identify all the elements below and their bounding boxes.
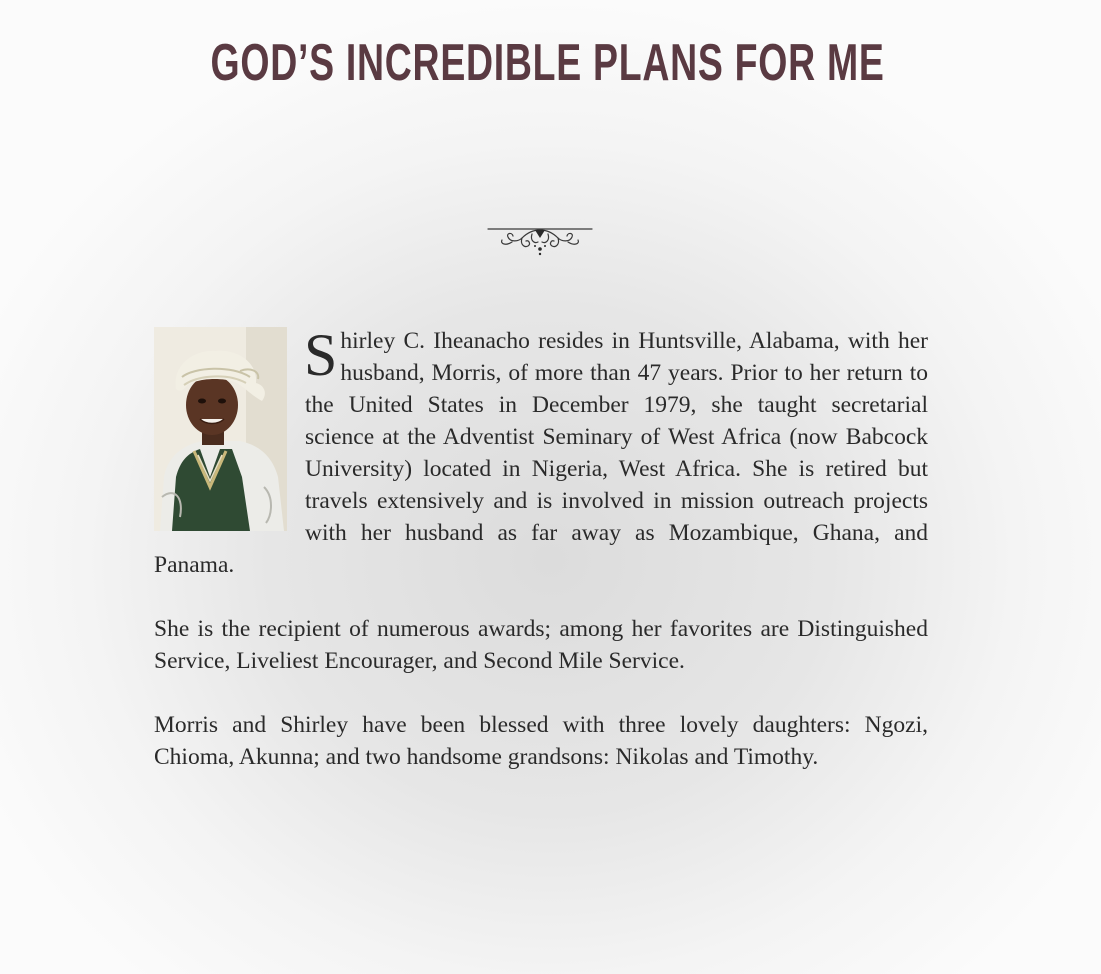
author-portrait	[154, 327, 287, 531]
bio-paragraph-2: She is the recipient of numerous awards; among her favorites are Distinguished Service, Liveliest Encourager, and Second Mile Service.	[154, 616, 928, 674]
flourish-divider-icon	[486, 222, 594, 260]
author-bio	[154, 322, 928, 773]
bio-paragraph-3: Morris and Shirley have been blessed with three lovely daughters: Ngozi, Chioma, Akunna; and two handsome grandsons: Nikolas and Timothy.	[154, 712, 928, 770]
drop-cap: S	[304, 322, 338, 388]
bio-paragraph-1-text: hirley C. Iheanacho resides in Huntsville, Alabama, with her husband, Morris, of more than 47 years. Prior to her return to the United States in December 1979, she taught secretarial science at the Adventist Seminary of West Africa (now Babcock University) located in Nigeria, West Africa. She is retired but travels extensively and is involved in mission outreach projects with her husband as far away as Mozambique, Ghana, and Panama.	[154, 328, 928, 578]
page-title: GOD’S INCREDIBLE PLANS FOR ME	[210, 34, 885, 92]
